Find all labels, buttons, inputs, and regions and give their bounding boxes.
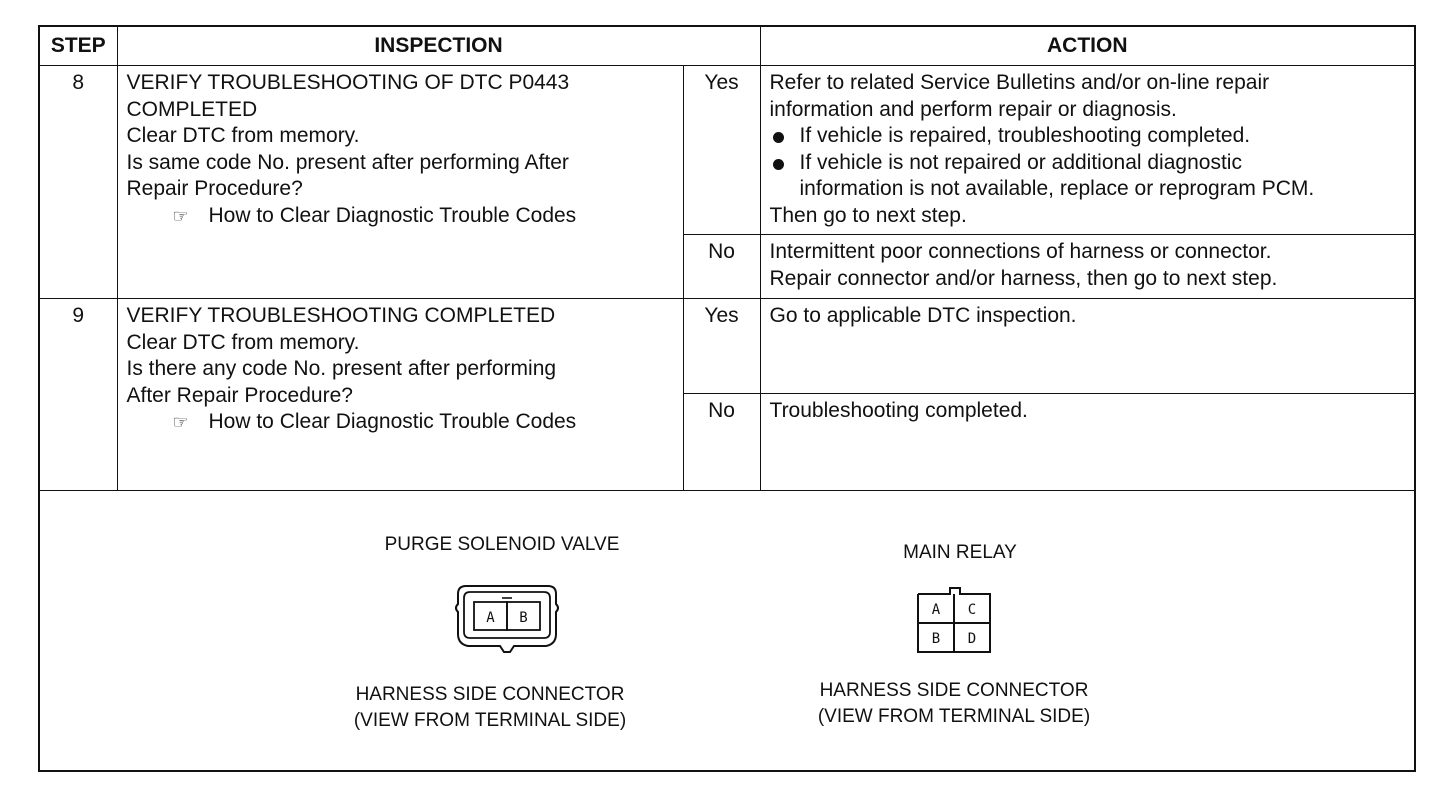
bullet-continuation — [770, 176, 1406, 203]
action-line: Go to applicable DTC inspection. — [769, 304, 1077, 327]
bullet-text: If vehicle is repaired, troubleshooting completed. — [799, 124, 1251, 147]
inspection-line: Repair Procedure? — [126, 177, 303, 200]
inspection-cell — [117, 299, 683, 491]
reference-link[interactable] — [127, 409, 674, 436]
terminal-label: A — [486, 610, 495, 626]
action-bullets — [770, 123, 1406, 203]
inspection-line: After Repair Procedure? — [126, 383, 353, 407]
bullet-text: information is not available, replace or reprogram PCM. — [799, 177, 1315, 200]
header-row — [40, 27, 1414, 66]
relay-title: MAIN RELAY — [903, 542, 1017, 563]
inspection-line: Is there any code No. present after performing — [126, 357, 557, 380]
reference-text: How to Clear Diagnostic Trouble Codes — [208, 203, 577, 227]
terminal-label: B — [931, 631, 941, 647]
connector-diagrams — [40, 498, 1414, 770]
yes-label: Yes — [683, 66, 760, 235]
no-action-cell — [760, 235, 1414, 299]
terminal-label: B — [519, 610, 528, 626]
table-row — [40, 66, 1414, 235]
inspection-line: VERIFY TROUBLESHOOTING COMPLETED — [126, 304, 556, 327]
action-line: Then go to next step. — [769, 203, 967, 227]
relay-caption-2: (VIEW FROM TERMINAL SIDE) — [817, 706, 1091, 727]
pointing-hand-icon: ☞ — [172, 205, 189, 226]
header-action: ACTION — [760, 27, 1414, 66]
step-number: 8 — [40, 66, 117, 299]
troubleshooting-table — [40, 27, 1414, 491]
action-line: information and perform repair or diagnosis. — [769, 97, 1177, 121]
action-line: Refer to related Service Bulletins and/or on-line repair — [769, 71, 1270, 94]
pointing-hand-icon: ☞ — [172, 412, 189, 432]
reference-text: How to Clear Diagnostic Trouble Codes — [208, 410, 577, 433]
inspection-cell — [117, 66, 683, 299]
table-row — [40, 299, 1414, 394]
inspection-line: Clear DTC from memory. — [126, 330, 360, 354]
inspection-line: Is same code No. present after performing After — [126, 150, 569, 174]
reference-link[interactable] — [127, 203, 674, 230]
action-line: Repair connector and/or harness, then go to next step. — [769, 266, 1278, 290]
inspection-line: VERIFY TROUBLESHOOTING OF DTC P0443 — [126, 71, 570, 94]
yes-action-cell — [760, 299, 1414, 394]
diagnostic-page — [38, 25, 1416, 772]
bullet-icon — [773, 159, 784, 170]
purge-title: PURGE SOLENOID VALVE — [384, 534, 620, 555]
no-label: No — [683, 394, 760, 491]
action-line: Troubleshooting completed. — [769, 399, 1028, 422]
relay-connector-icon — [914, 582, 994, 658]
terminal-label: C — [967, 602, 977, 618]
action-line: Intermittent poor connections of harness or connector. — [769, 240, 1272, 263]
purge-caption-2: (VIEW FROM TERMINAL SIDE) — [353, 710, 627, 731]
inspection-line: COMPLETED — [126, 97, 258, 121]
yes-label: Yes — [683, 299, 760, 394]
purge-connector-icon — [452, 578, 562, 658]
bullet-icon — [773, 132, 784, 143]
bullet-text: If vehicle is not repaired or additional diagnostic — [799, 150, 1242, 174]
terminal-label: D — [967, 631, 977, 647]
header-step: STEP — [40, 27, 117, 66]
no-action-cell — [760, 394, 1414, 491]
terminal-label: A — [931, 602, 941, 618]
step-number: 9 — [40, 299, 117, 491]
bullet-item — [770, 123, 1406, 150]
bullet-item — [770, 150, 1406, 177]
no-label: No — [683, 235, 760, 299]
inspection-line: Clear DTC from memory. — [126, 124, 360, 147]
relay-caption-1: HARNESS SIDE CONNECTOR — [819, 680, 1089, 701]
yes-action-cell — [760, 66, 1414, 235]
purge-caption-1: HARNESS SIDE CONNECTOR — [355, 684, 625, 705]
header-inspection: INSPECTION — [117, 27, 760, 66]
